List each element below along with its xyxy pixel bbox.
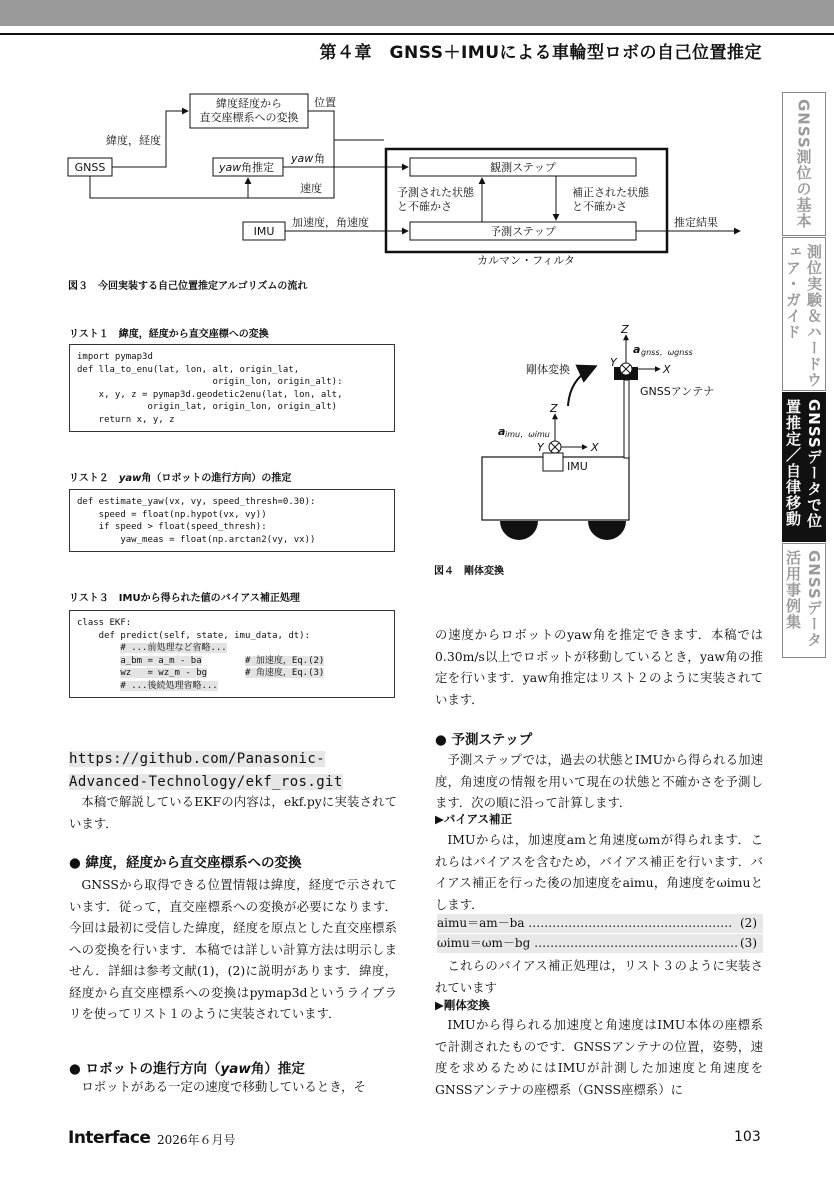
right-paragraph-2: 予測ステップでは，過去の状態とIMUから得られる加速度，角速度の情報を用いて現在の状態と不確かさを予測します．次の順に沿って計算します． xyxy=(435,752,763,810)
right-paragraph-4: これらのバイアス補正処理は，リスト３のように実装されています xyxy=(435,958,763,995)
robot-right-wheel xyxy=(588,521,626,540)
imu-box-label: IMU xyxy=(253,225,275,238)
imu-label: IMU xyxy=(567,460,588,473)
prediction-step-label: 予測ステップ xyxy=(490,225,556,238)
corrected-state-line1: 補正された状態 xyxy=(572,186,649,199)
predicted-state-line1: 予測された状態 xyxy=(397,186,474,199)
list-2-title-prefix: リスト２ xyxy=(69,473,119,484)
list-3-title: リスト３ IMUから得られた値のバイアス補正処理 xyxy=(69,593,300,604)
equation-2-number: (2) xyxy=(738,914,757,933)
gnss-antenna-label: GNSSアンテナ xyxy=(640,385,715,398)
equation-2 xyxy=(437,914,763,933)
list-3-line-4a: a_bm = a_m - ba xyxy=(120,655,202,666)
rigid-transform-label: 剛体変換 xyxy=(526,363,570,376)
yaw-box-label-italic: yaw xyxy=(219,161,242,174)
section-heading-prediction-step: ● 予測ステップ xyxy=(435,732,533,748)
magazine-logo: Interface xyxy=(68,1128,151,1148)
list-3-line-3: # ...前処理など省略... xyxy=(120,643,227,653)
corrected-state-line2: と不確かさ xyxy=(572,200,627,213)
imu-accel-symbol: a xyxy=(498,425,506,438)
right-paragraph-5: IMUから得られる加速度と角速度はIMU本体の座標系で計測されたものです．GNSSアンテナの位置，姿勢，速度を求めるためにはIMUが計測した加速度と角速度をGNSSアンテナの座標系（GNSS座標系）に xyxy=(435,1017,763,1097)
conversion-box-line2: 直交座標系への変換 xyxy=(199,111,299,124)
list-1-title: リスト１ 緯度，経度から直交座標への変換 xyxy=(69,329,269,340)
observation-step-label: 観測ステップ xyxy=(490,161,556,174)
issue-date: 2026年６月号 xyxy=(157,1133,236,1147)
list-2-title-yaw: yaw xyxy=(118,473,142,484)
sidebar-tab-label: GNSS測位の基本 xyxy=(794,99,813,229)
gnss-x-label: X xyxy=(663,363,671,376)
estimation-result-label: 推定結果 xyxy=(674,216,718,229)
repository-url[interactable] xyxy=(69,748,397,794)
right-paragraph-3: IMUからは，加速度amと角速度ωmが得られます．これらはバイアスを含むため，バイアス補正を行います．バイアス補正を行った後の加速度をaimu，角速度をωimuとします． xyxy=(435,832,763,912)
yaw-heading-prefix: ● ロボットの進行方向（ xyxy=(69,1061,221,1077)
rigid-transform-svg xyxy=(0,0,715,560)
list-2-title-suffix: 角（ロボットの進行方向）の推定 xyxy=(141,473,292,484)
yaw-heading-italic: yaw xyxy=(220,1061,251,1077)
list-3-line-1: class EKF: xyxy=(77,618,132,628)
equation-3-body: ωimu＝ωm－bg …………………………………………… xyxy=(437,936,739,950)
subheading-rigid-transform: ▶剛体変換 xyxy=(435,998,490,1012)
position-label: 位置 xyxy=(314,96,336,109)
section-heading-yaw-estimation xyxy=(69,1057,305,1077)
repository-url-line1: https://github.com/Panasonic- xyxy=(69,751,326,767)
repository-url-line2: Advanced-Technology/ekf_ros.git xyxy=(69,774,343,790)
sidebar-tab-position-estimation[interactable] xyxy=(782,392,826,542)
right-paragraph-1: の速度からロボットのyaw角を推定できます．本稿では0.30m/s以上でロボットが移動しているとき，yaw角の推定を行います．yaw角推定はリスト２のように実装されています． xyxy=(435,627,763,707)
imu-accel-subscript: imu，ωimu xyxy=(505,430,550,439)
list-3-line-5a: wz = wz_m - bg xyxy=(120,668,208,678)
yaw-heading-suffix: 角）推定 xyxy=(250,1061,305,1077)
robot-left-wheel xyxy=(500,521,538,540)
imu-z-label: Z xyxy=(550,402,558,415)
list-3-line-6: # ...後続処理省略... xyxy=(120,680,218,691)
predicted-state-line2: と不確かさ xyxy=(397,200,452,213)
gnss-y-label: Y xyxy=(610,356,617,369)
imu-y-label: Y xyxy=(537,441,544,454)
yaw-box-label-suffix: 角推定 xyxy=(241,161,274,174)
imu-unit xyxy=(543,453,563,471)
speed-label: 速度 xyxy=(300,182,322,195)
chapter-title: 第４章 GNSS＋IMUによる車輪型ロボの自己位置推定 xyxy=(319,43,762,63)
sidebar-tab-case-studies[interactable] xyxy=(782,543,826,658)
latlon-label: 緯度，経度 xyxy=(106,134,161,147)
section-heading-coordinate-conversion: ● 緯度，経度から直交座標系への変換 xyxy=(69,855,302,871)
list-3-line-4b: # 加速度，Eq.(2) xyxy=(245,655,325,666)
list-2-code: def estimate_yaw(vx, vy, speed_thresh=0.30): speed = float(np.hypot(vx, vy)) if speed > float(speed_thresh): yaw_meas = float(np.arctan2(vy, vx)) xyxy=(69,489,395,552)
equation-3 xyxy=(437,934,763,953)
equation-2-body: aimu＝am－ba …………………………………………… xyxy=(437,916,733,930)
list-3-line-5b: # 角速度，Eq.(3) xyxy=(245,668,325,678)
kalman-filter-label: カルマン・フィルタ xyxy=(477,254,575,267)
equation-3-number: (3) xyxy=(738,934,757,953)
list-3-line-2: def predict(self, state, imu_data, dt): xyxy=(77,630,310,641)
sidebar-tab-hardware[interactable] xyxy=(782,237,826,391)
yaw-arrow-label-suffix: 角 xyxy=(314,152,325,165)
gnss-accel-subscript: gnss，ωgnss xyxy=(641,348,693,357)
sidebar-tab-label: 測位実験＆ハードウェア・ガイド xyxy=(784,244,823,388)
gnss-z-label: Z xyxy=(621,323,629,336)
list-3-code xyxy=(69,610,395,698)
gnss-accel-symbol: a xyxy=(633,343,641,356)
sidebar-tab-label: GNSSデータ活用事例集 xyxy=(784,550,823,648)
figure-4-caption: 図４ 剛体変換 xyxy=(434,566,504,577)
page-number: 103 xyxy=(734,1129,761,1145)
left-paragraph-1: 本稿で解説しているEKFの内容は，ekf.pyに実装されています． xyxy=(69,794,397,831)
subheading-bias-correction: ▶バイアス補正 xyxy=(435,812,513,826)
sidebar-tab-gnss-basics[interactable] xyxy=(782,92,826,236)
yaw-arrow-label-italic: yaw xyxy=(291,152,314,165)
list-1-code: import pymap3d def lla_to_enu(lat, lon, alt, origin_lat, origin_lon, origin_alt): x, y, z = pymap3d.geodetic2enu(lat, lon, alt, origin_lat, origin_lon, origin_alt) return x, y, z xyxy=(69,344,395,432)
rigid-transform-arrow xyxy=(568,367,594,406)
sidebar-tab-label: GNSSデータで位置推定／自律移動 xyxy=(784,399,823,529)
accel-gyro-label: 加速度，角速度 xyxy=(292,216,369,229)
conversion-box-line1: 緯度経度から xyxy=(216,97,282,110)
left-paragraph-3: ロボットがある一定の速度で移動しているとき，そ xyxy=(81,1079,366,1094)
antenna-mast xyxy=(624,380,629,458)
imu-x-label: X xyxy=(591,441,599,454)
gnss-box-label: GNSS xyxy=(74,161,106,174)
figure-3-caption: 図３ 今回実装する自己位置推定アルゴリズムの流れ xyxy=(68,281,308,292)
left-paragraph-2: GNSSから取得できる位置情報は緯度，経度で示されています．従って，直交座標系への変換が必要になります．今回は最初に受信した緯度，経度を原点とした直交座標系への変換を行います．本稿では詳しい計算方法は明示しません．詳細は参考文献(1)，(2)に説明があります．緯度，経度から直交座標系への変換はpymap3dというライブラリを使ってリスト１のように実装されています． xyxy=(69,877,397,1021)
